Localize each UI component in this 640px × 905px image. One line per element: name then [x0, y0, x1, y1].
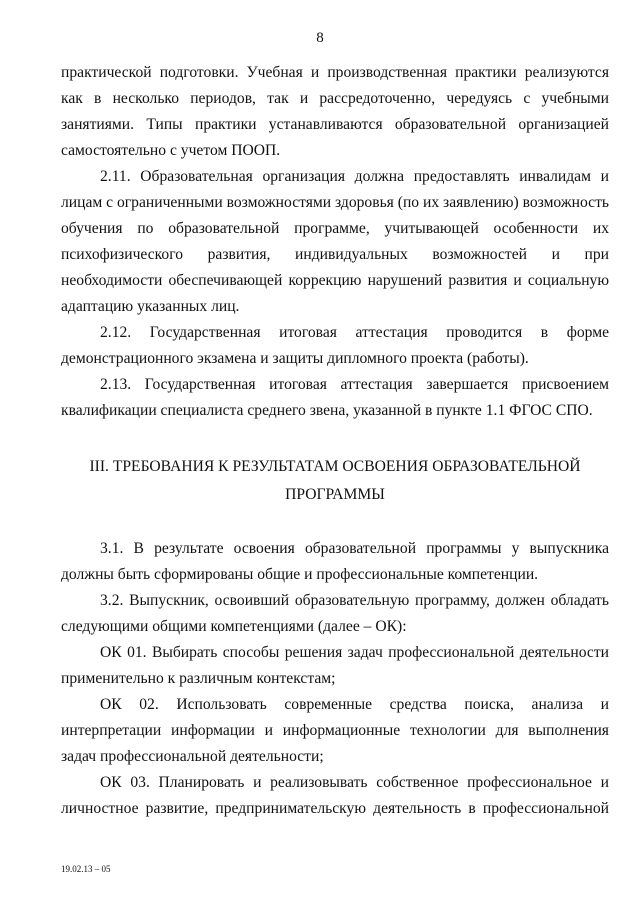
paragraph-ok-02: ОК 02. Использовать современные средства поиска, анализа и интерпретации информации и информационные технологии для выполнения задач профессиональной деятельности; — [61, 696, 609, 765]
paragraph-ok-03: ОК 03. Планировать и реализовывать собственное профессиональное и личностное развитие, предпринимательскую деятельность в профессиональной — [61, 774, 609, 817]
section-heading-line1: III. ТРЕБОВАНИЯ К РЕЗУЛЬТАТАМ ОСВОЕНИЯ ОБРАЗОВАТЕЛЬНОЙ — [89, 458, 581, 475]
footer-code: 19.02.13 – 05 — [61, 864, 111, 874]
section-heading — [61, 453, 609, 509]
paragraph-3-1: 3.1. В результате освоения образовательной программы у выпускника должны быть сформированы общие и профессиональные компетенции. — [61, 540, 609, 583]
paragraph-2-13: 2.13. Государственная итоговая аттестация завершается присвоением квалификации специалиста среднего звена, указанной в пункте 1.1 ФГОС СПО. — [61, 376, 609, 419]
section-heading-line2: ПРОГРАММЫ — [285, 486, 385, 503]
document-body — [61, 60, 609, 822]
paragraph-3-2: 3.2. Выпускник, освоивший образовательную программу, должен обладать следующими общими компетенциями (далее – ОК): — [61, 592, 609, 635]
paragraph-2-11: 2.11. Образовательная организация должна предоставлять инвалидам и лицам с ограниченными возможностями здоровья (по их заявлению) возможность обучения по образовательной программе, учитывающей особенности их психофизического развития, индивидуальных возможностей и при необходимости обеспечивающей коррекцию нарушений развития и социальную адаптацию указанных лиц. — [61, 168, 609, 315]
paragraph-ok-01: ОК 01. Выбирать способы решения задач профессиональной деятельности применительно к различным контекстам; — [61, 644, 609, 687]
paragraph-2-12: 2.12. Государственная итоговая аттестация проводится в форме демонстрационного экзамена и защиты дипломного проекта (работы). — [61, 324, 609, 367]
paragraph-practice-types: практической подготовки. Учебная и производственная практики реализуются как в несколько периодов, так и рассредоточенно, чередуясь с учебными занятиями. Типы практики устанавливаются образовательной организацией самостоятельно с учетом ПООП. — [61, 64, 609, 159]
page-number: 8 — [316, 30, 324, 46]
